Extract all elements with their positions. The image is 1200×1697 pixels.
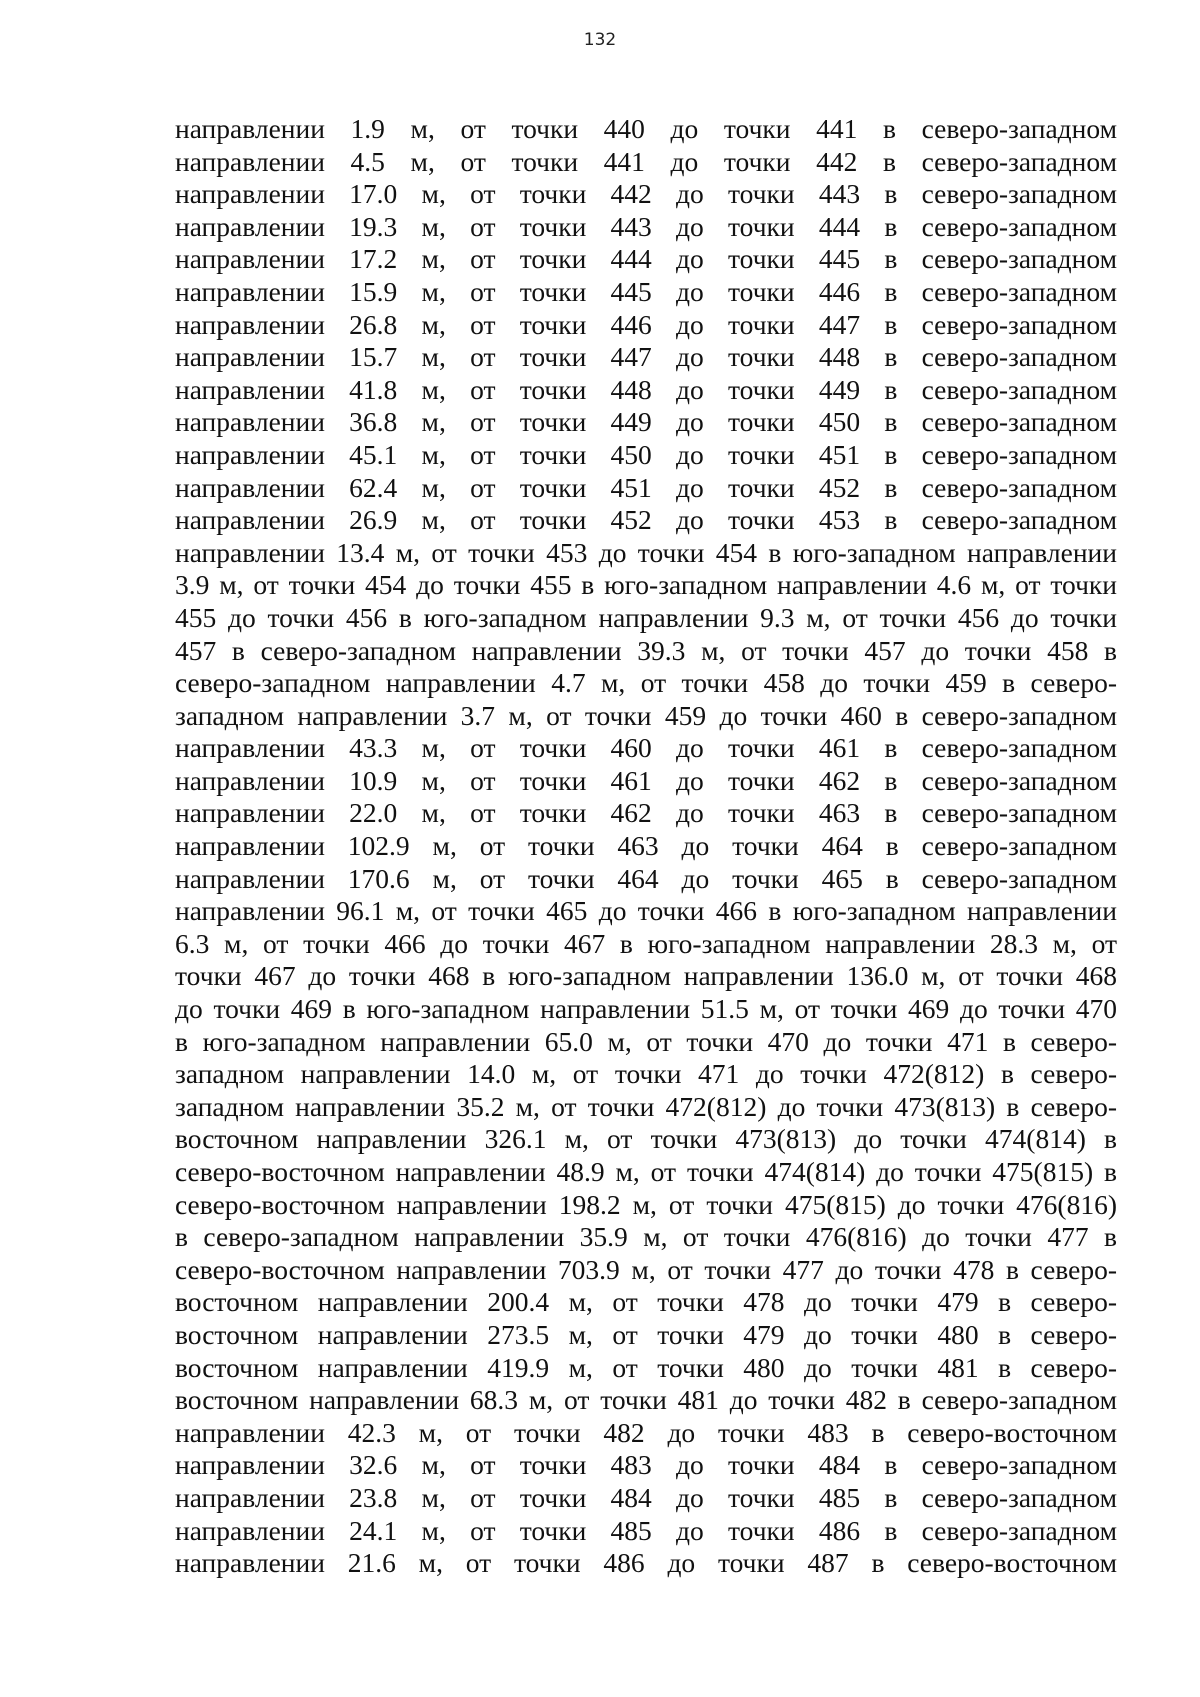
text-line: северо-восточном направлении 703.9 м, от точки 477 до точки 478 в северо- bbox=[175, 1253, 1117, 1285]
text-line: направлении 170.6 м, от точки 464 до точки 465 в северо-западном bbox=[175, 862, 1117, 894]
text-line: направлении 1.9 м, от точки 440 до точки 441 в северо-западном bbox=[175, 113, 1117, 144]
text-line: 3.9 м, от точки 454 до точки 455 в юго-западном направлении 4.6 м, от точки bbox=[175, 569, 1117, 601]
text-line: направлении 22.0 м, от точки 462 до точки 463 в северо-западном bbox=[175, 797, 1117, 829]
text-line: западном направлении 35.2 м, от точки 472(812) до точки 473(813) в северо- bbox=[175, 1090, 1117, 1122]
text-line: направлении 62.4 м, от точки 451 до точки 452 в северо-западном bbox=[175, 471, 1117, 503]
text-line: направлении 32.6 м, от точки 483 до точки 484 в северо-западном bbox=[175, 1449, 1117, 1481]
text-line: направлении 24.1 м, от точки 485 до точки 486 в северо-западном bbox=[175, 1514, 1117, 1546]
text-line: восточном направлении 68.3 м, от точки 481 до точки 482 в северо-западном bbox=[175, 1384, 1117, 1416]
text-line: западном направлении 14.0 м, от точки 471 до точки 472(812) в северо- bbox=[175, 1058, 1117, 1090]
text-line: восточном направлении 273.5 м, от точки 479 до точки 480 в северо- bbox=[175, 1318, 1117, 1350]
text-line: восточном направлении 200.4 м, от точки 478 до точки 479 в северо- bbox=[175, 1286, 1117, 1318]
text-line: направлении 4.5 м, от точки 441 до точки 442 в северо-западном bbox=[175, 145, 1117, 177]
text-line: восточном направлении 419.9 м, от точки 480 до точки 481 в северо- bbox=[175, 1351, 1117, 1383]
text-line: северо-восточном направлении 48.9 м, от точки 474(814) до точки 475(815) в bbox=[175, 1156, 1117, 1187]
text-line: 6.3 м, от точки 466 до точки 467 в юго-западном направлении 28.3 м, от bbox=[175, 927, 1117, 959]
text-line: до точки 469 в юго-западном направлении 51.5 м, от точки 469 до точки 470 bbox=[175, 993, 1117, 1025]
text-line: 455 до точки 456 в юго-западном направлении 9.3 м, от точки 456 до точки bbox=[175, 601, 1117, 633]
text-line: направлении 43.3 м, от точки 460 до точки 461 в северо-западном bbox=[175, 732, 1117, 764]
text-line: направлении 17.0 м, от точки 442 до точки 443 в северо-западном bbox=[175, 178, 1117, 210]
text-line: направлении 23.8 м, от точки 484 до точки 485 в северо-западном bbox=[175, 1481, 1117, 1513]
text-line: западном направлении 3.7 м, от точки 459 до точки 460 в северо-западном bbox=[175, 699, 1117, 731]
text-line: направлении 45.1 м, от точки 450 до точки 451 в северо-западном bbox=[175, 438, 1117, 470]
text-line: направлении 36.8 м, от точки 449 до точки 450 в северо-западном bbox=[175, 406, 1117, 438]
text-line: направлении 21.6 м, от точки 486 до точки 487 в северо-восточном bbox=[175, 1547, 1117, 1579]
text-line: направлении 17.2 м, от точки 444 до точки 445 в северо-западном bbox=[175, 243, 1117, 275]
text-line: направлении 15.9 м, от точки 445 до точки 446 в северо-западном bbox=[175, 275, 1117, 307]
page-number: 132 bbox=[583, 30, 617, 50]
text-line: северо-западном направлении 4.7 м, от точки 458 до точки 459 в северо- bbox=[175, 667, 1117, 699]
text-line: направлении 96.1 м, от точки 465 до точки 466 в юго-западном направлении bbox=[175, 895, 1117, 927]
text-line: 457 в северо-западном направлении 39.3 м, от точки 457 до точки 458 в bbox=[175, 634, 1117, 666]
text-line: направлении 13.4 м, от точки 453 до точки 454 в юго-западном направлении bbox=[175, 536, 1117, 568]
text-line: направлении 26.9 м, от точки 452 до точки 453 в северо-западном bbox=[175, 504, 1117, 536]
text-line: направлении 102.9 м, от точки 463 до точки 464 в северо-западном bbox=[175, 830, 1117, 862]
text-line: в северо-западном направлении 35.9 м, от точки 476(816) до точки 477 в bbox=[175, 1221, 1117, 1253]
body-paragraph bbox=[175, 113, 1117, 1580]
text-line: направлении 10.9 м, от точки 461 до точки 462 в северо-западном bbox=[175, 764, 1117, 796]
text-line: направлении 15.7 м, от точки 447 до точки 448 в северо-западном bbox=[175, 341, 1117, 373]
text-line: направлении 41.8 м, от точки 448 до точки 449 в северо-западном bbox=[175, 373, 1117, 405]
text-line: точки 467 до точки 468 в юго-западном направлении 136.0 м, от точки 468 bbox=[175, 960, 1117, 992]
text-line: направлении 42.3 м, от точки 482 до точки 483 в северо-восточном bbox=[175, 1416, 1117, 1448]
text-line: направлении 19.3 м, от точки 443 до точки 444 в северо-западном bbox=[175, 210, 1117, 242]
text-line: восточном направлении 326.1 м, от точки 473(813) до точки 474(814) в bbox=[175, 1123, 1117, 1155]
text-line: направлении 26.8 м, от точки 446 до точки 447 в северо-западном bbox=[175, 308, 1117, 340]
text-line: северо-восточном направлении 198.2 м, от точки 475(815) до точки 476(816) bbox=[175, 1188, 1117, 1220]
text-line: в юго-западном направлении 65.0 м, от точки 470 до точки 471 в северо- bbox=[175, 1025, 1117, 1057]
